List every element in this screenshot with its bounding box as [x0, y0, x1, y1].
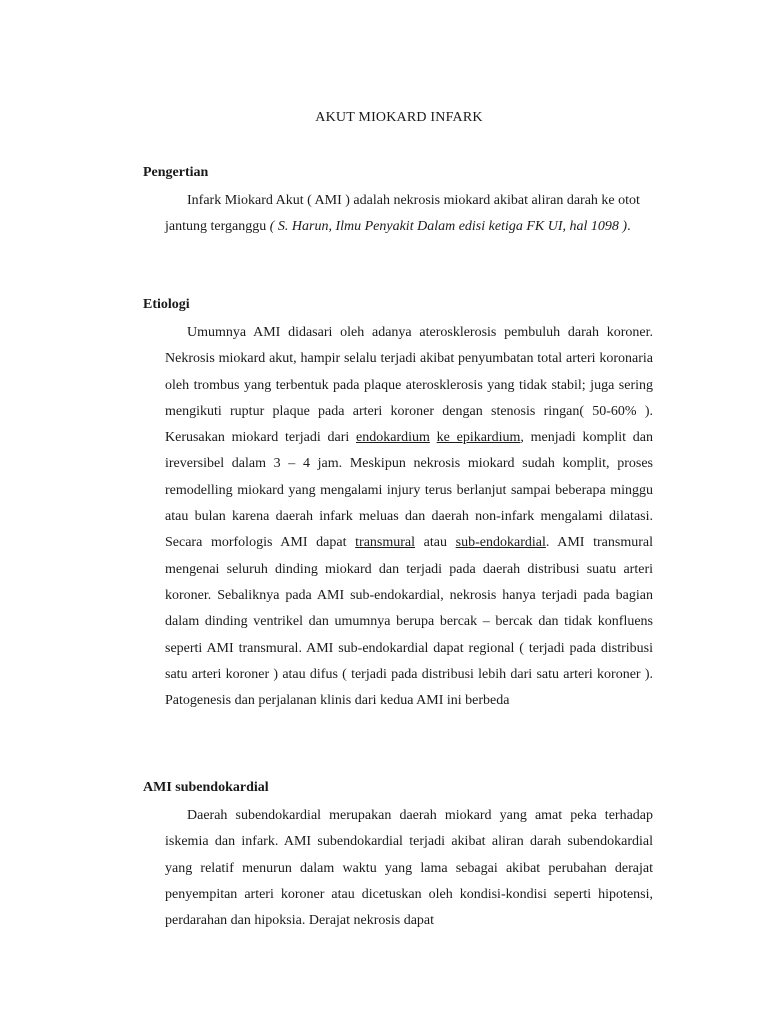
section-heading-ami-subendokardial: AMI subendokardial	[143, 780, 269, 795]
ami-subendokardial-text: Daerah subendokardial merupakan daerah miokard yang amat peka terhadap iskemia dan infark. AMI subendokardial terjadi akibat aliran darah subendokardial yang relatif menurun dalam waktu yang lama sebagai akibat perubahan derajat penyempitan arteri koroner atau dicetuskan oleh kondisi-kondisi seperti hipotensi, perdarahan dan hipoksia. Derajat nekrosis dapat	[165, 808, 653, 929]
pengertian-text-end: .	[627, 219, 631, 235]
pengertian-citation: ( S. Harun, Ilmu Penyakit Dalam edisi ketiga FK UI, hal 1098 )	[269, 219, 628, 235]
term-ke-epikardium: ke epikardium	[436, 430, 521, 446]
pengertian-text: Infark Miokard Akut ( AMI ) adalah nekrosis miokard akibat aliran darah ke otot jantung terganggu	[165, 193, 640, 235]
term-endokardium: endokardium	[356, 430, 430, 446]
section-heading-etiologi: Etiologi	[143, 297, 190, 312]
section-heading-pengertian: Pengertian	[143, 165, 209, 180]
etiologi-text-4: atau	[415, 535, 456, 551]
paragraph-pengertian	[165, 188, 653, 241]
term-sub-endokardial: sub-endokardial	[455, 535, 546, 551]
paragraph-etiologi	[165, 320, 653, 714]
document-title: AKUT MIOKARD INFARK	[315, 110, 483, 125]
etiologi-text-1: Umumnya AMI didasari oleh adanya aterosklerosis pembuluh darah koroner. Nekrosis miokard akut, hampir selalu terjadi akibat penyumbatan total arteri koronaria oleh trombus yang terbentuk pada plaque aterosklerosis yang tidak stabil; juga sering mengikuti ruptur plaque pada arteri koroner dengan stenosis ringan( 50-60% ). Kerusakan miokard terjadi dari	[165, 325, 653, 446]
paragraph-ami-subendokardial	[165, 803, 653, 934]
etiologi-text-2	[430, 430, 437, 445]
etiologi-text-3: , menjadi komplit dan ireversibel dalam 3 – 4 jam. Meskipun nekrosis miokard sudah komplit, proses remodelling miokard yang mengalami injury terus berlanjut sampai beberapa minggu atau bulan karena daerah infark meluas dan daerah non-infark mengalami dilatasi. Secara morfologis AMI dapat	[165, 430, 653, 551]
etiologi-text-5: . AMI transmural mengenai seluruh dinding miokard dan terjadi pada daerah distribusi suatu arteri koroner. Sebaliknya pada AMI sub-endokardial, nekrosis hanya terjadi pada bagian dalam dinding ventrikel dan umumnya berupa bercak – bercak dan tidak konfluens seperti AMI transmural. AMI sub-endokardial dapat regional ( terjadi pada distribusi satu arteri koroner ) atau difus ( terjadi pada distribusi lebih dari satu arteri koroner ). Patogenesis dan perjalanan klinis dari kedua AMI ini berbeda	[165, 535, 653, 709]
term-transmural: transmural	[355, 535, 416, 551]
